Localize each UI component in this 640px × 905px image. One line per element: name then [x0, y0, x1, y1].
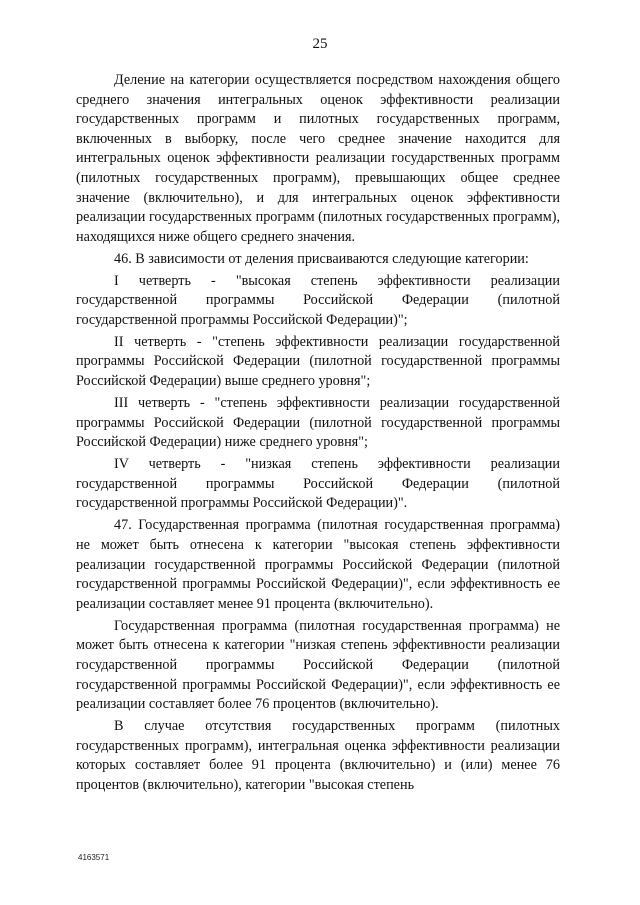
document-body: [76, 71, 560, 798]
paragraph-absence-case: В случае отсутствия государственных программ (пилотных государственных программ), интегральная оценка эффективности реализации которых составляет более 91 процента (включительно) и (или) менее 76 процентов (включительно), категории "высокая степень: [76, 718, 560, 793]
paragraph-quarter-3: III четверть - "степень эффективности реализации государственной программы Российской Федерации (пилотной государственной программы Российской Федерации) ниже среднего уровня";: [76, 395, 560, 451]
page-number: 25: [312, 36, 328, 52]
paragraph-quarter-2: II четверть - "степень эффективности реализации государственной программы Российской Федерации (пилотной государственной программы Российской Федерации) выше среднего уровня";: [76, 333, 560, 390]
paragraph-low-category-rule: Государственная программа (пилотная государственная программа) не может быть отнесена к категории "низкая степень эффективности реализации государственной программы Российской Федерации (пилотной государственной программы Российской Федерации)", если эффективность ее реализации составляет более 76 процентов (включительно).: [76, 617, 560, 713]
document-id: 4163571: [78, 853, 110, 862]
paragraph-quarter-4: IV четверть - "низкая степень эффективности реализации государственной программы Российской Федерации (пилотной государственной программы Российской Федерации)".: [76, 456, 560, 512]
paragraph-47: 47. Государственная программа (пилотная государственная программа) не может быть отнесена к категории "высокая степень эффективности реализации государственной программы Российской Федерации (пилотной государственной программы Российской Федерации)", если эффективность ее реализации составляет менее 91 процента (включительно).: [76, 517, 560, 612]
paragraph-46: 46. В зависимости от деления присваиваются следующие категории:: [114, 250, 529, 267]
paragraph-quarter-1: I четверть - "высокая степень эффективности реализации государственной программы Российской Федерации (пилотной государственной программы Российской Федерации)";: [76, 272, 560, 328]
paragraph-category-division: Деление на категории осуществляется посредством нахождения общего среднего значения интегральных оценок эффективности реализации государственных программ и пилотных государственных программ, включенных в выборку, после чего среднее значение находится для интегральных оценок эффективности реализации государственных программ (пилотных государственных программ), превышающих общее среднее значение (включительно), и для интегральных оценок эффективности реализации государственных программ (пилотных государственных программ), находящихся ниже общего среднего значения.: [76, 72, 560, 245]
